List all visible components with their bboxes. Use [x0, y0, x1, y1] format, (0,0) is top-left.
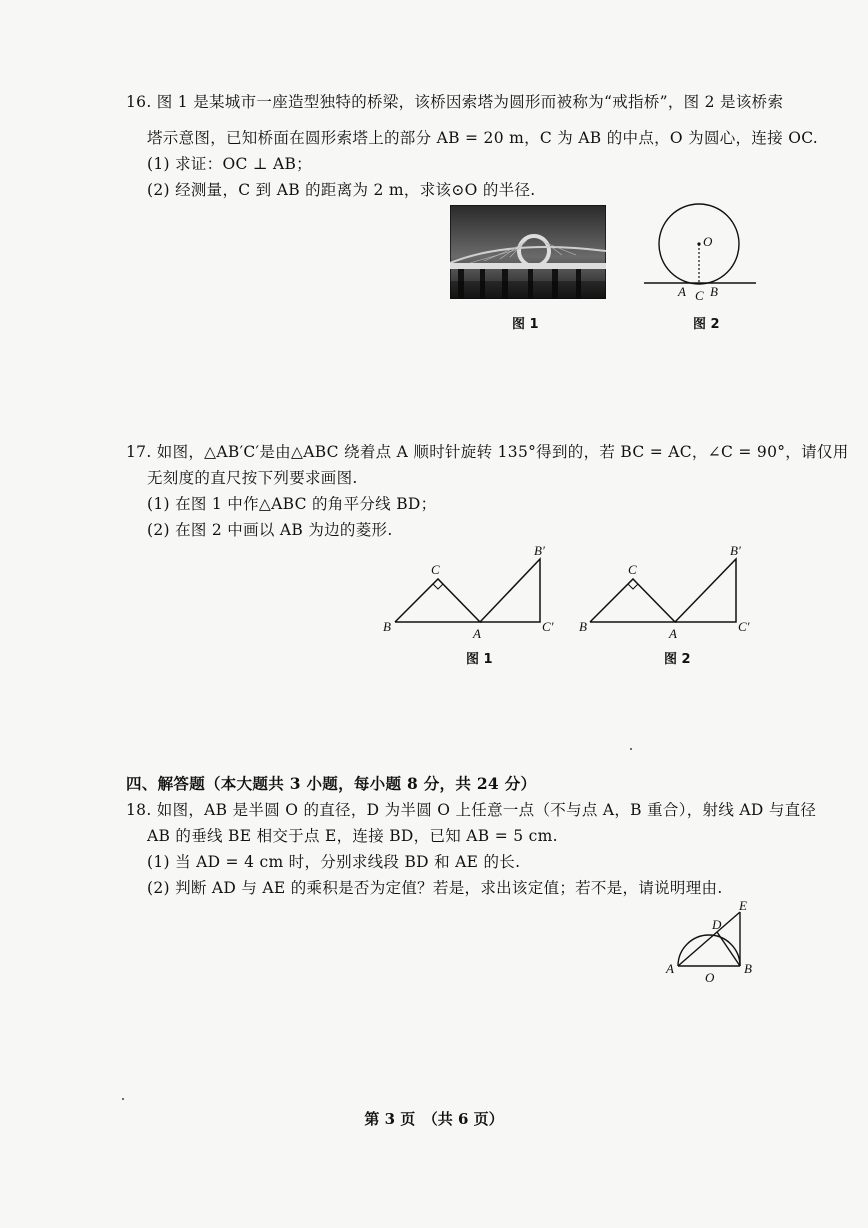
page-number-footer: 第 3 页 （共 6 页） [364, 1110, 504, 1128]
q17-figure1 [378, 540, 568, 640]
label-A: A [669, 626, 677, 640]
q16-line2: 塔示意图，已知桥面在圆形索塔上的部分 AB = 20 m，C 为 AB 的中点，O 为圆心，连接 OC. [147, 129, 819, 147]
q18-part2: (2) 判断 AD 与 AE 的乘积是否为定值？若是，求出该定值；若不是，请说明理由. [147, 879, 723, 897]
q17-part1: (1) 在图 1 中作△ABC 的角平分线 BD； [147, 495, 437, 513]
q18-semicircle-diagram [660, 900, 760, 990]
q17-line1: 17. 如图，△AB′C′是由△ABC 绕着点 A 顺时针旋转 135°得到的，若 BC = AC，∠C = 90°，请仅用 [126, 443, 849, 461]
label-C-prime: C′ [738, 619, 750, 634]
q16-circle-diagram [640, 200, 760, 310]
label-B-prime: B′ [534, 543, 545, 558]
q16-fig1-caption: 图 1 [512, 317, 539, 332]
label-A: A [666, 961, 674, 976]
label-B: B [710, 284, 718, 299]
q16-line1: 16. 图 1 是某城市一座造型独特的桥梁，该桥因索塔为圆形而被称为“戒指桥”，图 2 是该桥索 [126, 93, 784, 111]
label-C: C [628, 562, 637, 577]
speck [122, 1098, 124, 1100]
label-A: A [473, 626, 481, 640]
q16-part1: (1) 求证：OC ⊥ AB； [147, 155, 312, 173]
label-O: O [705, 970, 715, 985]
label-A: A [678, 284, 686, 299]
label-B: B [383, 619, 391, 634]
label-B: B [579, 619, 587, 634]
q18-line2: AB 的垂线 BE 相交于点 E，连接 BD，已知 AB = 5 cm. [147, 827, 558, 845]
q16-part2: (2) 经测量，C 到 AB 的距离为 2 m，求该⊙O 的半径. [147, 181, 536, 199]
q17-part2: (2) 在图 2 中画以 AB 为边的菱形. [147, 521, 393, 539]
q16-fig2-caption: 图 2 [693, 317, 720, 332]
label-E: E [739, 900, 747, 913]
label-D: D [712, 917, 722, 932]
q18-line1: 18. 如图，AB 是半圆 O 的直径，D 为半圆 O 上任意一点（不与点 A，B 重合），射线 AD 与直径 [126, 801, 817, 819]
q17-fig1-caption: 图 1 [466, 652, 493, 667]
label-B-prime: B′ [730, 543, 741, 558]
bridge-photo [450, 205, 606, 299]
label-C: C [695, 288, 704, 303]
q18-part1: (1) 当 AD = 4 cm 时，分别求线段 BD 和 AE 的长. [147, 853, 521, 871]
q17-fig2-caption: 图 2 [664, 652, 691, 667]
label-O: O [703, 234, 713, 249]
speck [630, 748, 632, 750]
q17-line2: 无刻度的直尺按下列要求画图. [147, 469, 358, 487]
label-C: C [431, 562, 440, 577]
q17-figure2 [576, 540, 766, 640]
label-C-prime: C′ [542, 619, 554, 634]
section-4-heading: 四、解答题（本大题共 3 小题，每小题 8 分，共 24 分） [126, 774, 537, 793]
label-B: B [744, 961, 752, 976]
